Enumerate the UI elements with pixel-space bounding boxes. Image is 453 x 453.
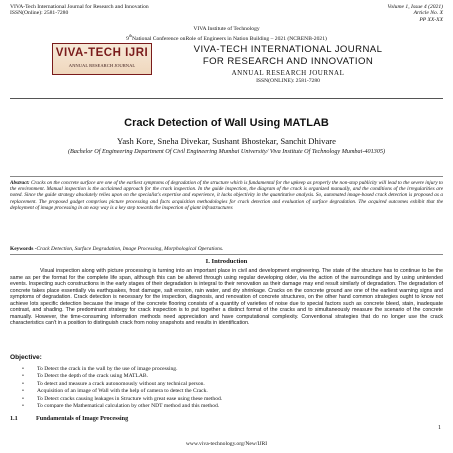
introduction-paragraph: Visual inspection along with picture processing is turning into an important place in civil and development engineering. The state of the structure has to continue to be the same as per the format for the complete life span, although this can be altered through using regular developing older, via the action of the surroundings and by using unintended events. Inspecting such constructions in the early stages of their degradation is integral to their renovation as their damage may end result similarly of degradation. The degradation of concrete takes place essentially via earthquakes, frost damage, salt erosion, rain water, and dry shrinkage. Cracks on the concrete ground are one of the earliest warning signs and symptoms of degradation. Crack detection is necessary for the inspection, diagnosis, and renovation of concrete structures, on the other hand common strategies ought to know not achieve lots specific detection because the image of the concrete flooring consists of a quantity of varieties of noise due to special factors such as concrete bleed, stain, inadequate contrast, and shading. The predominant strategy for crack inspection is to put together a distinct format of the cracks and to simultaneously measure the scenario of the concrete manually. However, the time-consuming information methods need appreciation and have computational complexity. Conventional strategies that do no longer use the crack characteristics can't in a position to distinguish crack from noisy snapshots and results in identification.	[10, 268, 443, 327]
objective-heading: Objective:	[10, 354, 42, 361]
list-item: • To Detect the depth of the crack using MATLAB.	[22, 373, 442, 380]
masthead-divider	[10, 98, 443, 99]
footer-url: www.viva-technology.org/New/IJRI	[185, 441, 268, 447]
journal-type: ANNUAL RESEARCH JOURNAL	[231, 69, 345, 77]
conference-name: 9thNational Conference onRole of Engineers in Nation Building – 2021 (NCRENB-2021)	[126, 32, 327, 42]
journal-name-line1: VIVA-TECH INTERNATIONAL JOURNAL	[193, 44, 383, 55]
logo-tagline: ANNUAL RESEARCH JOURNAL	[68, 63, 136, 68]
abstract-text: Cracks on the concrete surface are one of the earliest symptoms of degradation of the structure which is fundamental for the upkeep as properly the non-stop publicity will lead to the severe injury to the environment. Manual inspection is the acclaimed approach for the crack inspection. In the guide inspection, the diagram of the crack is organized manually, and the conditions of the irregularities are noted. Since the guide strategy absolutely relies upon on the specialist's expertise and experience, it lacks objectivity in the quantitative analysis. So, automated image-based crack detection is proposed as a replacement. The proposed gadget comprises picture processing and facts acquisition methodologies for crack detection and evaluation of surface degradation. The acquired outcomes exhibit that the deployment of image processing in an easy way is a key step towards the inspection of giant infrastructures	[10, 180, 443, 211]
list-item: • To Detect cracks causing leakages in Structure with great ease using these method.	[22, 396, 442, 403]
author-list: Yash Kore, Sneha Divekar, Sushant Bhostekar, Sanchit Dhivare	[117, 136, 336, 146]
journal-issn: ISSN(ONLINE): 2581-7280	[256, 78, 320, 84]
volume-info: Volume 1, Issue 4 (2021)	[387, 4, 443, 10]
page-number: 1	[438, 425, 441, 431]
journal-logo	[52, 43, 152, 75]
journal-name-line2: FOR RESEARCH AND INNOVATION	[202, 55, 374, 67]
logo-wordmark: VIVA-TECH IJRI	[55, 47, 149, 59]
article-number: Article No. X	[413, 10, 443, 17]
abstract-label: Abstract:	[10, 180, 30, 186]
list-item: • To detect and measure a crack autonomously without any technical person.	[22, 381, 442, 388]
running-header-left	[10, 4, 149, 17]
list-item: • Acquisition of an image of Wall with the help of camera to detect the Crack.	[22, 388, 442, 395]
institute-name: VIVA Institute of Technology	[193, 26, 260, 32]
conference-block	[0, 26, 453, 42]
header-issn: ISSN(Online): 2581-7280	[10, 10, 69, 17]
journal-masthead	[163, 44, 413, 84]
list-item: • To compare the Mathematical calculation by other NDT method and this method.	[22, 403, 442, 410]
section-heading-introduction: I. Introduction	[205, 258, 248, 265]
keywords-label: Keywords -	[10, 246, 37, 252]
objective-list	[22, 366, 442, 410]
subsection-title: Fundamentals of Image Processing	[36, 415, 129, 422]
abstract	[10, 180, 443, 244]
journal-line: VIVA-Tech International Journal for Research and Innovation	[10, 4, 149, 10]
abstract-top-rule	[10, 176, 443, 177]
author-affiliation: (Bachelor Of Engineering Department Of Civil Engineering Mumbai University/ Viva Institute Of Technology Mumbai-401305)	[67, 148, 386, 155]
running-header-right	[388, 4, 443, 23]
list-item: • To Detect the crack in the wall by the use of image processing.	[22, 366, 442, 373]
paper-title: Crack Detection of Wall Using MATLAB	[124, 117, 329, 129]
subsection-number: 1.1	[10, 415, 18, 422]
page-range: PP XX-XX	[419, 16, 443, 23]
keywords	[10, 246, 443, 252]
subsection-heading	[10, 415, 128, 422]
keywords-text: Crack Detection, Surface Degradation, Image Processing, Morphological Operations.	[36, 246, 224, 252]
abstract-bottom-rule	[10, 254, 443, 255]
